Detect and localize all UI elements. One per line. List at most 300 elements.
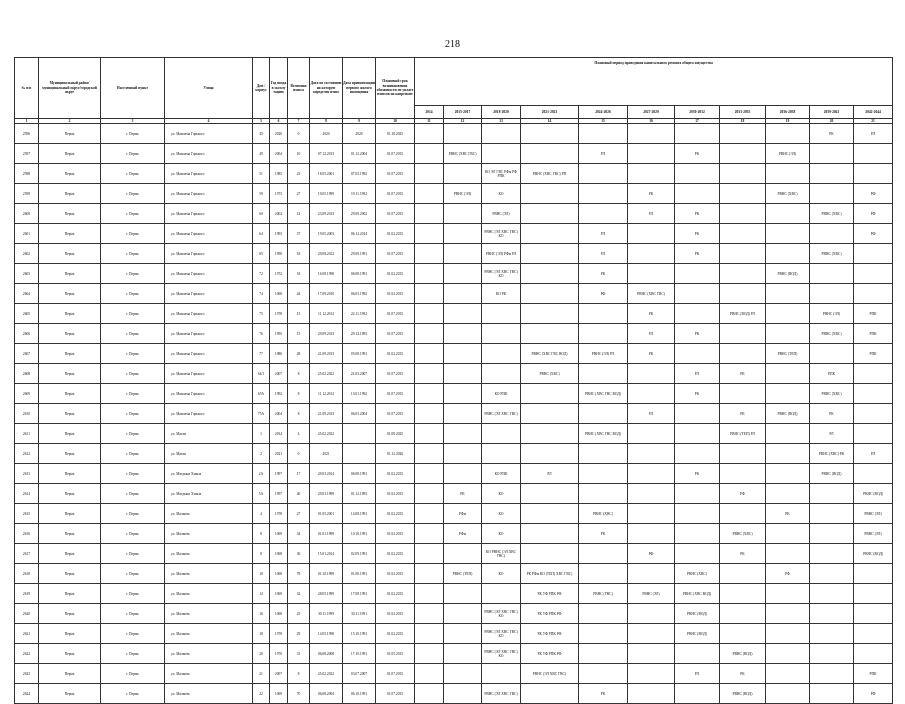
table-cell: 30.11.1999: [310, 604, 343, 624]
table-cell: ул. Магдына Хмыза: [165, 464, 253, 484]
table-cell: [579, 644, 628, 664]
table-cell: 23.09.2013: [310, 204, 343, 224]
table-cell: ул. Максима Горького: [165, 144, 253, 164]
table-cell: РК: [720, 364, 766, 384]
table-cell: г. Пермь: [101, 304, 165, 324]
table-cell: 01.02.2015: [376, 624, 415, 644]
table-cell: РК: [675, 384, 720, 404]
table-cell: [415, 664, 444, 684]
table-cell: [444, 364, 482, 384]
table-cell: [444, 244, 482, 264]
header-settlement: Населенный пункт: [101, 58, 165, 119]
table-cell: РВНС (ВОД): [675, 624, 720, 644]
table-cell: [579, 124, 628, 144]
table-cell: 11.12.2012: [310, 304, 343, 324]
table-cell: [415, 244, 444, 264]
table-cell: г. Пермь: [101, 364, 165, 384]
table-cell: 65: [253, 244, 270, 264]
table-cell: РВНС (ЭЛ ХВС ГВС) КО: [482, 644, 521, 664]
table-cell: РВНС (ЭЛ ХВС ГВС) КО: [482, 224, 521, 244]
table-cell: 1997: [270, 464, 288, 484]
table-cell: 15: [288, 324, 310, 344]
column-number: 4: [165, 119, 253, 124]
table-cell: 60: [253, 204, 270, 224]
table-cell: РВНС (ХВС) РК: [810, 444, 854, 464]
column-number: 16: [628, 119, 675, 124]
table-cell: ул. Малкова: [165, 584, 253, 604]
table-cell: [720, 464, 766, 484]
table-cell: РК: [675, 244, 720, 264]
table-cell: [810, 684, 854, 704]
table-cell: РВНС (ХВС ВОД): [675, 584, 720, 604]
table-row: [15, 384, 893, 404]
table-cell: [579, 464, 628, 484]
table-cell: [415, 684, 444, 704]
table-cell: ул. Максима Горького: [165, 284, 253, 304]
table-cell: 19.11.1992: [343, 184, 376, 204]
header-period: 2033-2035: [720, 106, 766, 119]
table-cell: 13.01.1992: [343, 384, 376, 404]
table-cell: РК: [766, 504, 810, 524]
table-cell: 2021: [270, 444, 288, 464]
table-cell: 14.05.1998: [310, 624, 343, 644]
table-cell: РК: [579, 264, 628, 284]
table-cell: 2004: [270, 144, 288, 164]
table-cell: 2617: [15, 544, 39, 564]
table-cell: РВНС (ЭЛ ХВС ГВС): [482, 404, 521, 424]
table-cell: [675, 684, 720, 704]
table-cell: 01.07.2015: [376, 364, 415, 384]
table-cell: 1970: [270, 644, 288, 664]
table-cell: [628, 424, 675, 444]
table-cell: РВНС (ЭЛ): [628, 584, 675, 604]
table-cell: 65А: [253, 384, 270, 404]
table-cell: 2014: [270, 424, 288, 444]
table-cell: РПК: [854, 664, 893, 684]
table-cell: Пермь: [39, 504, 101, 524]
table-cell: РК: [579, 684, 628, 704]
table-cell: РВНС (ЭЛ ХВС ГВС): [521, 664, 579, 684]
table-cell: КО: [482, 524, 521, 544]
table-cell: [415, 184, 444, 204]
table-cell: [482, 424, 521, 444]
table-row: [15, 304, 893, 324]
table-row: [15, 604, 893, 624]
table-cell: [675, 164, 720, 184]
table-cell: [766, 124, 810, 144]
table-cell: 06.10.1991: [343, 684, 376, 704]
table-cell: 4: [253, 504, 270, 524]
table-cell: 18: [288, 264, 310, 284]
table-cell: [854, 404, 893, 424]
table-cell: РК: [675, 204, 720, 224]
table-cell: 11.12.2012: [310, 384, 343, 404]
table-cell: [854, 244, 893, 264]
table-cell: 25.02.2022: [310, 364, 343, 384]
table-cell: ул. Малкова: [165, 664, 253, 684]
table-cell: ул. Максима Горького: [165, 164, 253, 184]
table-cell: ул. Максима Горького: [165, 204, 253, 224]
table-cell: 2596: [15, 124, 39, 144]
table-cell: КО: [482, 564, 521, 584]
column-number: 5: [253, 119, 270, 124]
table-cell: РЛ: [579, 244, 628, 264]
table-cell: 2615: [15, 504, 39, 524]
table-cell: 01.07.2015: [376, 244, 415, 264]
table-cell: РК: [444, 484, 482, 504]
table-cell: [444, 164, 482, 184]
header-year-built: Год ввода в эксплу тацию: [270, 58, 288, 119]
table-cell: [810, 184, 854, 204]
table-cell: 2020: [343, 124, 376, 144]
table-cell: [810, 504, 854, 524]
table-cell: КО: [482, 484, 521, 504]
table-cell: 2621: [15, 624, 39, 644]
table-cell: Пермь: [39, 444, 101, 464]
table-cell: 2608: [15, 364, 39, 384]
table-cell: 10: [253, 564, 270, 584]
table-cell: [810, 144, 854, 164]
table-cell: [628, 444, 675, 464]
table-cell: [579, 164, 628, 184]
table-row: [15, 464, 893, 484]
table-cell: [675, 344, 720, 364]
table-cell: [415, 284, 444, 304]
table-row: [15, 324, 893, 344]
table-cell: г. Пермь: [101, 124, 165, 144]
table-cell: [628, 624, 675, 644]
table-cell: РФм: [444, 504, 482, 524]
header-period: 2018-2020: [482, 106, 521, 119]
table-cell: РК УФ РПК РФ: [521, 604, 579, 624]
table-cell: [628, 524, 675, 544]
table-cell: РВНС (ХВС ГВС): [444, 144, 482, 164]
table-cell: [720, 284, 766, 304]
table-cell: 29: [288, 624, 310, 644]
table-cell: 1973: [270, 184, 288, 204]
table-cell: РК: [675, 324, 720, 344]
table-cell: РК: [628, 304, 675, 324]
table-cell: [579, 324, 628, 344]
table-cell: [482, 584, 521, 604]
table-cell: 15.10.1991: [343, 624, 376, 644]
table-cell: 2611: [15, 424, 39, 444]
table-cell: [628, 384, 675, 404]
table-row: [15, 584, 893, 604]
table-cell: РВНС (ЭЛ): [854, 524, 893, 544]
table-cell: 1969: [270, 524, 288, 544]
table-cell: Пермь: [39, 204, 101, 224]
table-cell: [444, 204, 482, 224]
table-cell: 2607: [15, 344, 39, 364]
table-cell: РФ: [854, 204, 893, 224]
table-cell: 29.08.2012: [310, 244, 343, 264]
table-cell: 8: [253, 524, 270, 544]
table-cell: 06.03.2004: [343, 404, 376, 424]
table-cell: 2603: [15, 264, 39, 284]
table-cell: 40: [288, 484, 310, 504]
table-cell: Пермь: [39, 324, 101, 344]
table-cell: 77: [253, 344, 270, 364]
table-cell: [766, 544, 810, 564]
table-cell: [675, 304, 720, 324]
table-cell: 76: [253, 324, 270, 344]
table-cell: [766, 644, 810, 664]
table-cell: [444, 224, 482, 244]
table-cell: 17.08.1991: [343, 584, 376, 604]
table-cell: 2620: [15, 604, 39, 624]
table-row: [15, 664, 893, 684]
table-cell: 01.02.2015: [376, 524, 415, 544]
table-cell: [675, 184, 720, 204]
table-cell: [766, 444, 810, 464]
table-cell: РПК: [854, 324, 893, 344]
table-cell: 2605: [15, 304, 39, 324]
table-cell: [628, 484, 675, 504]
table-cell: [720, 444, 766, 464]
table-cell: [482, 324, 521, 344]
header-municipality: Муниципальный район/ муниципальный округ/городской округ: [39, 58, 101, 119]
table-cell: 8: [288, 664, 310, 684]
table-cell: [415, 444, 444, 464]
table-cell: 01.01.1999: [310, 524, 343, 544]
table-cell: 06.08.1991: [343, 464, 376, 484]
table-cell: 1978: [270, 504, 288, 524]
table-cell: г. Пермь: [101, 164, 165, 184]
table-cell: 1985: [270, 164, 288, 184]
header-period: 2021-2023: [521, 106, 579, 119]
table-cell: 01.02.2015: [376, 224, 415, 244]
table-cell: 2604: [15, 284, 39, 304]
table-cell: [521, 184, 579, 204]
table-cell: [521, 304, 579, 324]
table-cell: РВНС (ЭЛ ХВС ГВС) КО: [482, 604, 521, 624]
table-cell: [415, 164, 444, 184]
header-period: 2030-2032: [675, 106, 720, 119]
table-cell: [766, 584, 810, 604]
header-period: 2036-2038: [766, 106, 810, 119]
table-cell: [482, 364, 521, 384]
table-cell: [415, 624, 444, 644]
table-cell: РВНС (ХВС): [720, 524, 766, 544]
table-cell: 01.07.2015: [376, 684, 415, 704]
table-cell: 01.02.2015: [376, 284, 415, 304]
table-cell: г. Пермь: [101, 504, 165, 524]
table-cell: 06.03.1992: [343, 284, 376, 304]
table-cell: 06.08.2004: [310, 684, 343, 704]
table-cell: [810, 644, 854, 664]
table-cell: г. Пермь: [101, 524, 165, 544]
table-cell: [854, 604, 893, 624]
table-cell: 01.12.1993: [343, 484, 376, 504]
table-cell: [444, 124, 482, 144]
table-cell: 32: [288, 584, 310, 604]
table-cell: 18: [288, 244, 310, 264]
table-cell: 29.03.2014: [310, 464, 343, 484]
table-cell: [482, 304, 521, 324]
table-cell: РК: [720, 664, 766, 684]
table-cell: [521, 264, 579, 284]
column-number: 9: [343, 119, 376, 124]
table-row: [15, 484, 893, 504]
header-deadline: Плановый срок возникновения обязанности по уплате взносов на капремонт: [376, 58, 415, 119]
table-cell: ул. Магаи: [165, 444, 253, 464]
table-cell: Пермь: [39, 624, 101, 644]
table-cell: [482, 444, 521, 464]
table-cell: РВНС (ХВС): [521, 364, 579, 384]
table-cell: [482, 144, 521, 164]
table-cell: [521, 524, 579, 544]
table-cell: 0: [288, 124, 310, 144]
table-cell: 01.07.2015: [376, 144, 415, 164]
table-cell: [579, 204, 628, 224]
table-cell: 2600: [15, 204, 39, 224]
table-cell: [766, 164, 810, 184]
table-cell: 18.05.2001: [310, 164, 343, 184]
table-cell: 1968: [270, 544, 288, 564]
table-cell: [343, 444, 376, 464]
table-cell: 01.07.2015: [376, 184, 415, 204]
header-period: 2042-2044: [854, 106, 893, 119]
table-cell: РВНС (ЭЛ): [482, 204, 521, 224]
column-number: 20: [810, 119, 854, 124]
table-cell: ул. Максима Горького: [165, 344, 253, 364]
table-cell: [628, 364, 675, 384]
table-cell: [766, 484, 810, 504]
table-cell: 01.08.1991: [343, 564, 376, 584]
table-cell: [415, 384, 444, 404]
table-cell: 21.09.2013: [310, 404, 343, 424]
column-number: 10: [376, 119, 415, 124]
table-cell: [444, 544, 482, 564]
table-cell: РК: [720, 544, 766, 564]
table-cell: 01.02.2015: [376, 564, 415, 584]
table-cell: [766, 304, 810, 324]
table-cell: 10: [288, 144, 310, 164]
table-cell: г. Пермь: [101, 484, 165, 504]
table-cell: [766, 364, 810, 384]
table-cell: ул. Магдына Хмыза: [165, 484, 253, 504]
table-cell: [415, 584, 444, 604]
table-cell: 8: [288, 364, 310, 384]
table-cell: 1970: [270, 624, 288, 644]
table-row: [15, 164, 893, 184]
table-cell: [766, 284, 810, 304]
table-cell: [720, 204, 766, 224]
table-cell: РЛ: [579, 144, 628, 164]
table-cell: [810, 604, 854, 624]
column-number: 2: [39, 119, 101, 124]
table-cell: Пермь: [39, 404, 101, 424]
table-row: [15, 184, 893, 204]
table-cell: 74: [253, 284, 270, 304]
table-cell: 1968: [270, 604, 288, 624]
table-cell: ул. Малкова: [165, 524, 253, 544]
table-cell: 1986: [270, 344, 288, 364]
table-cell: РПК: [854, 304, 893, 324]
table-cell: [579, 664, 628, 684]
table-cell: 28: [288, 344, 310, 364]
table-cell: 01.07.2015: [376, 304, 415, 324]
table-cell: РФм: [444, 524, 482, 544]
table-cell: 15.01.2014: [310, 544, 343, 564]
table-cell: 01.07.2015: [376, 404, 415, 424]
table-cell: РВНС (ЭЛ): [766, 144, 810, 164]
table-cell: 27: [288, 184, 310, 204]
table-cell: ул. Максима Горького: [165, 404, 253, 424]
table-cell: 01.02.2015: [376, 484, 415, 504]
table-cell: [415, 404, 444, 424]
table-cell: [854, 144, 893, 164]
table-cell: [854, 584, 893, 604]
table-cell: 78: [288, 564, 310, 584]
table-cell: Пермь: [39, 144, 101, 164]
table-cell: Пермь: [39, 664, 101, 684]
table-cell: РК: [628, 184, 675, 204]
table-cell: 2613: [15, 464, 39, 484]
table-cell: ул. Максима Горького: [165, 364, 253, 384]
column-number: 13: [482, 119, 521, 124]
table-row: [15, 644, 893, 664]
table-cell: 5А: [253, 484, 270, 504]
table-cell: 2609: [15, 384, 39, 404]
table-cell: 01.10.2025: [376, 124, 415, 144]
table-cell: ул. Максима Горького: [165, 184, 253, 204]
table-cell: [415, 564, 444, 584]
table-cell: 21: [253, 664, 270, 684]
table-cell: [415, 324, 444, 344]
table-cell: [521, 124, 579, 144]
table-cell: РВНС (ХВС): [810, 244, 854, 264]
header-survey-date: Дата по состоянию на которую определен износ: [310, 58, 343, 119]
table-cell: г. Пермь: [101, 184, 165, 204]
table-row: [15, 504, 893, 524]
table-cell: [810, 544, 854, 564]
table-cell: [415, 124, 444, 144]
table-cell: 29.12.1993: [343, 324, 376, 344]
table-cell: 31: [288, 644, 310, 664]
table-cell: [628, 564, 675, 584]
table-cell: [675, 484, 720, 504]
table-cell: Пермь: [39, 424, 101, 444]
table-cell: [444, 384, 482, 404]
table-cell: Пермь: [39, 484, 101, 504]
table-cell: [444, 624, 482, 644]
table-cell: ул. Малкова: [165, 624, 253, 644]
table-cell: Пермь: [39, 164, 101, 184]
table-cell: РВНС (ВОД): [766, 404, 810, 424]
table-cell: 37: [288, 224, 310, 244]
header-house: Дом / корпус: [253, 58, 270, 119]
table-cell: 2020: [270, 124, 288, 144]
table-cell: [854, 384, 893, 404]
table-cell: 30.11.1991: [343, 604, 376, 624]
table-cell: 17: [288, 464, 310, 484]
table-cell: [810, 164, 854, 184]
table-cell: [628, 664, 675, 684]
table-cell: 1995: [270, 324, 288, 344]
column-number: 3: [101, 119, 165, 124]
table-cell: [444, 344, 482, 364]
table-cell: [415, 304, 444, 324]
table-cell: РК: [810, 124, 854, 144]
table-cell: г. Пермь: [101, 384, 165, 404]
table-cell: 8: [288, 384, 310, 404]
table-cell: г. Пермь: [101, 684, 165, 704]
table-row: [15, 244, 893, 264]
table-cell: РЛ: [854, 444, 893, 464]
table-cell: Пермь: [39, 184, 101, 204]
